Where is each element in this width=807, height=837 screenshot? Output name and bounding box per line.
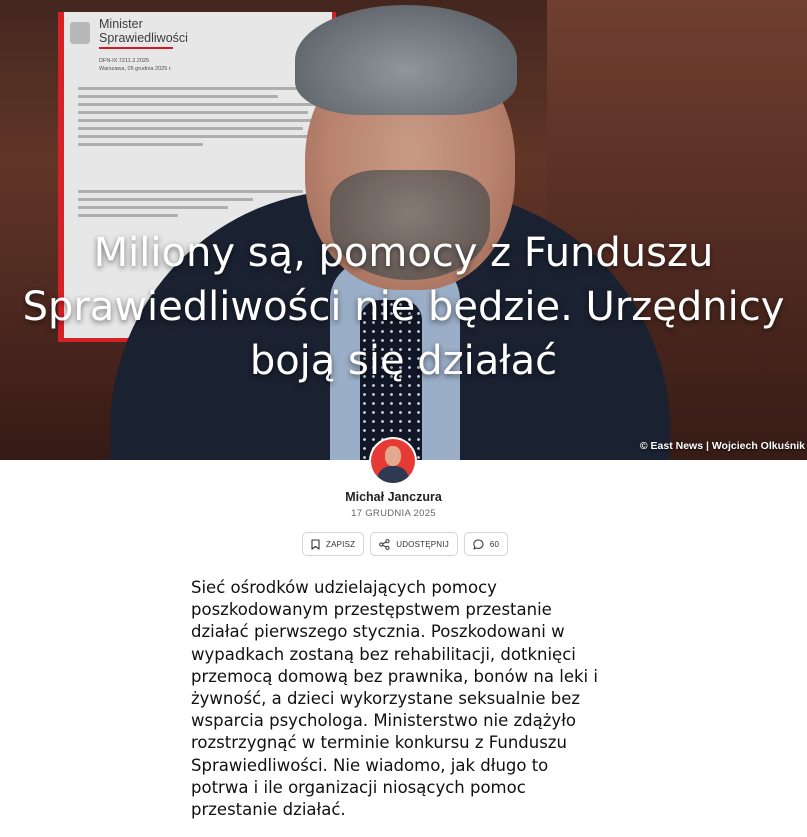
article-title: Miliony są, pomocy z Funduszu Sprawiedliwości nie będzie. Urzędnicy boją się działać [22,230,785,384]
article-actions [302,532,508,556]
share-label: UDOSTĘPNIJ [396,539,449,549]
comment-icon [473,539,484,550]
save-button[interactable] [302,532,364,556]
avatar-face [385,446,401,466]
author-avatar[interactable] [369,437,417,485]
publish-date: 17 GRUDNIA 2025 [351,508,436,519]
document-header: Minister Sprawiedliwości [99,17,188,45]
author-name[interactable]: Michał Janczura [345,490,442,504]
photo-credit: © East News | Wojciech Olkuśnik [639,440,805,452]
comments-count: 60 [489,539,500,549]
avatar-body [377,466,409,483]
bookmark-icon [311,539,320,550]
comments-button[interactable] [464,532,508,556]
article-lead: Sieć ośrodków udzielających pomocy poszkodowanym przestępstwem przestanie działać pierwszego stycznia. Poszkodowani w wypadkach zostaną bez rehabilitacji, dotknięci przemocą domową bez prawnika, bonów na leki i żywność, a dzieci wykorzystane seksualnie bez wsparcia psychologa. Ministerstwo nie zdążyło rozstrzygnąć w terminie konkursu z Funduszu Sprawiedliwości. Nie wiadomo, jak długo to potrwa i ile organizacji niosących pomoc przestanie działać. [191,578,598,820]
avatar-image [371,439,415,483]
share-button[interactable] [370,532,458,556]
document-meta: DFN-IX.7211.2.2025 Warszawa, 05 grudnia 2025 r. [99,58,172,72]
save-label: ZAPISZ [326,539,356,549]
share-icon [379,539,390,550]
